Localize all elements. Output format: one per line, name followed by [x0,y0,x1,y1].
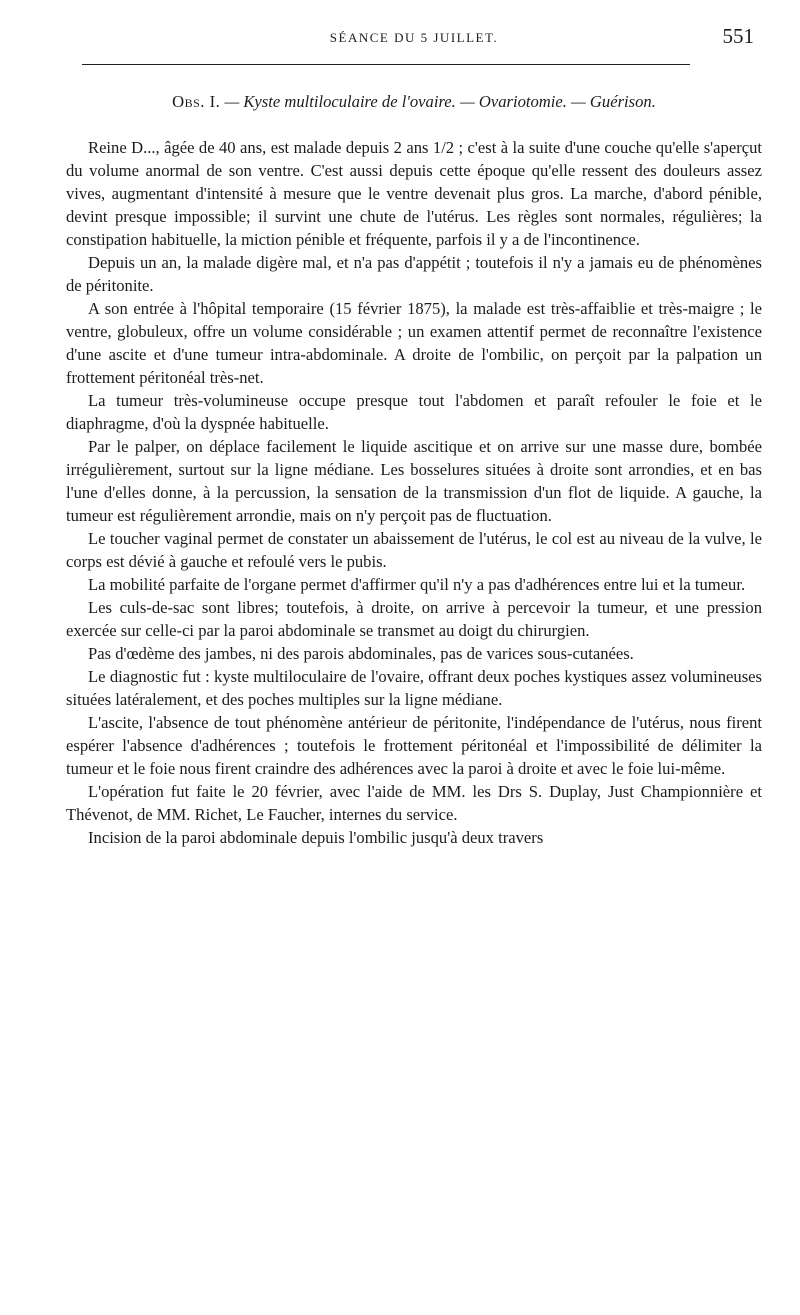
paragraph: Depuis un an, la malade digère mal, et n'a pas d'appétit ; toutefois il n'y a jamais eu de phénomènes de péritonite. [66,253,762,295]
observation-title: — Kyste multiloculaire de l'ovaire. — Ovariotomie. — Guérison. [224,92,656,111]
paragraph: Le diagnostic fut : kyste multiloculaire de l'ovaire, offrant deux poches kystiques assez volumineuses situées latéralement, et des poches multiples sur la ligne médiane. [66,667,762,709]
paragraph: L'opération fut faite le 20 février, avec l'aide de MM. les Drs S. Duplay, Just Championnière et Thévenot, de MM. Richet, Le Faucher, internes du service. [66,782,762,824]
observation-heading [66,90,762,113]
paragraph: L'ascite, l'absence de tout phénomène antérieur de péritonite, l'indépendance de l'utérus, nous firent espérer l'absence d'adhérences ; toutefois le frottement péritonéal et l'impossibilité de délimiter la tumeur et le foie nous firent craindre des adhérences avec la paroi à droite et avec le foie lui-même. [66,713,762,778]
paragraph: Reine D..., âgée de 40 ans, est malade depuis 2 ans 1/2 ; c'est à la suite d'une couche qu'elle s'aperçut du volume anormal de son ventre. C'est aussi depuis cette époque qu'elle ressent des douleurs assez vives, augmentant d'intensité à mesure que le ventre devenait plus gros. La marche, d'abord pénible, devint presque impossible; il survint une chute de l'utérus. Les règles sont normales, régulières; la constipation habituelle, la miction pénible et fréquente, parfois il y a de l'incontinence. [66,138,762,249]
paragraph: Pas d'œdème des jambes, ni des parois abdominales, pas de varices sous-cutanées. [88,644,634,663]
observation-number: Obs. I. [172,92,221,111]
paragraph: Incision de la paroi abdominale depuis l'ombilic jusqu'à deux travers [88,828,544,847]
running-title: SÉANCE DU 5 JUILLET. [329,30,499,45]
header-rule [82,64,690,65]
paragraph: La mobilité parfaite de l'organe permet d'affirmer qu'il n'y a pas d'adhérences entre lui et la tumeur. [88,575,746,594]
paragraph: Les culs-de-sac sont libres; toutefois, à droite, on arrive à percevoir la tumeur, et une pression exercée sur celle-ci par la paroi abdominale se transmet au doigt du chirurgien. [66,598,762,640]
body-text [66,90,762,849]
paragraph: Le toucher vaginal permet de constater un abaissement de l'utérus, le col est au niveau de la vulve, le corps est dévié à gauche et refoulé vers le pubis. [66,529,762,571]
page-number: 551 [722,24,754,48]
running-header [66,22,762,50]
paragraph: La tumeur très-volumineuse occupe presque tout l'abdomen et paraît refouler le foie et le diaphragme, d'où la dyspnée habituelle. [66,391,762,433]
paragraph: Par le palper, on déplace facilement le liquide ascitique et on arrive sur une masse dure, bombée irrégulièrement, surtout sur la ligne médiane. Les bosselures situées à droite sont arrondies, et en bas l'une d'elles donne, à la percussion, la sensation de la transmission d'un flot de liquide. A gauche, la tumeur est régulièrement arrondie, mais on n'y perçoit pas de fluctuation. [66,437,762,525]
paragraph: A son entrée à l'hôpital temporaire (15 février 1875), la malade est très-affaiblie et très-maigre ; le ventre, globuleux, offre un volume considérable ; un examen attentif permet de reconnaître l'existence d'une ascite et d'une tumeur intra-abdominale. A droite de l'ombilic, on perçoit par la palpation un frottement péritonéal très-net. [66,299,762,387]
